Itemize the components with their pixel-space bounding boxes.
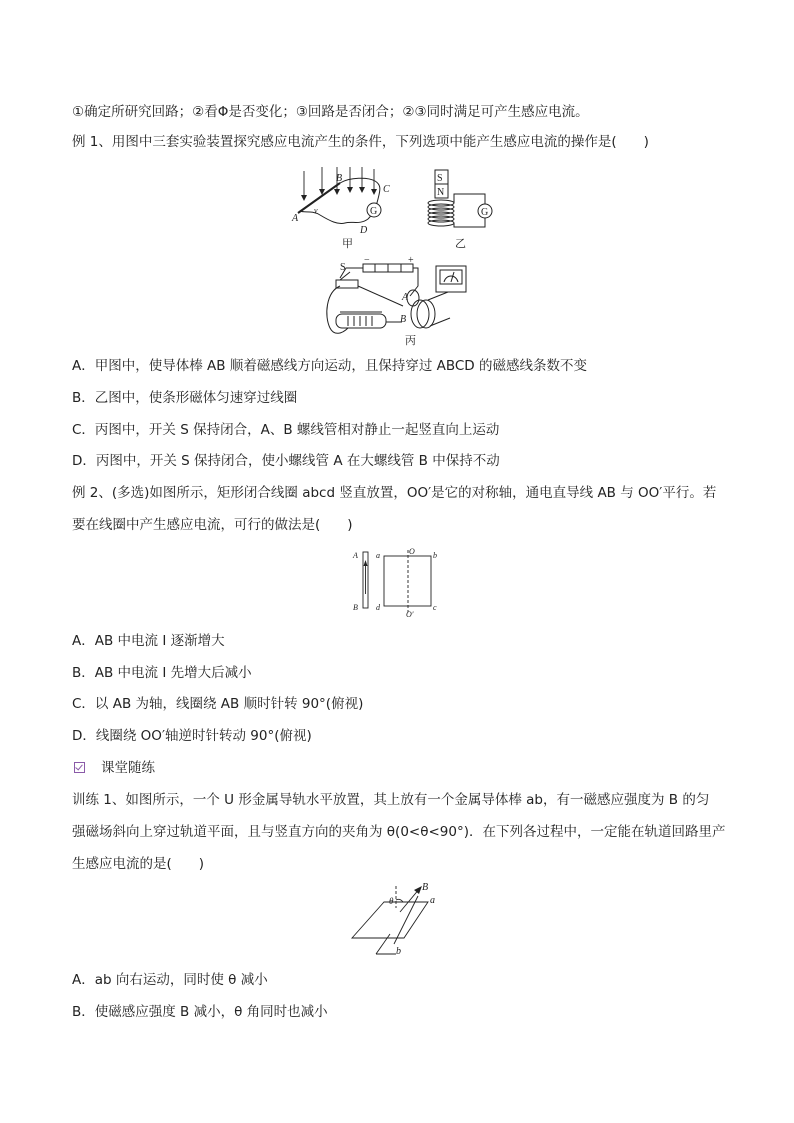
section-title: 课堂随练 — [101, 760, 155, 776]
svg-text:A: A — [292, 213, 299, 224]
example1-option-a: A．甲图中，使导体棒 AB 顺着磁感线方向运动，且保持穿过 ABCD 的磁感线条数不变 — [72, 358, 587, 374]
svg-text:B: B — [353, 603, 358, 612]
figure-training1 — [348, 878, 438, 960]
training1-option-b: B．使磁感应强度 B 减小，θ 角同时也减小 — [72, 1004, 328, 1020]
svg-text:S: S — [437, 173, 443, 184]
svg-text:N: N — [437, 187, 445, 198]
figure-example2 — [348, 546, 438, 618]
svg-text:B: B — [422, 882, 429, 893]
svg-text:a: a — [376, 551, 380, 560]
checkbox-icon — [74, 762, 85, 773]
svg-text:θ: θ — [389, 896, 394, 906]
example2-option-d: D．线圈绕 OO′轴逆时针转动 90°(俯视) — [72, 728, 312, 744]
svg-text:−: − — [364, 256, 370, 266]
example2-stem-line2: 要在线圈中产生感应电流，可行的做法是( ) — [72, 517, 353, 533]
svg-text:d: d — [376, 603, 380, 612]
intro-text: ①确定所研究回路；②看Φ是否变化；③回路是否闭合；②③同时满足可产生感应电流。 — [72, 104, 589, 120]
svg-text:b: b — [433, 551, 437, 560]
svg-text:a: a — [430, 895, 435, 906]
svg-text:G: G — [481, 207, 489, 218]
svg-text:c: c — [433, 603, 437, 612]
example1-option-d: D．丙图中，开关 S 保持闭合，使小螺线管 A 在大螺线管 B 中保持不动 — [72, 453, 500, 469]
example1-stem: 例 1、用图中三套实验装置探究感应电流产生的条件，下列选项中能产生感应电流的操作是( ) — [72, 134, 649, 150]
example1-option-b: B．乙图中，使条形磁体匀速穿过线圈 — [72, 390, 298, 406]
svg-text:O: O — [409, 547, 415, 556]
training1-stem-line2: 强磁场斜向上穿过轨道平面，且与竖直方向的夹角为 θ(0<θ<90°)．在下列各过程中，一定能在轨道回路里产 — [72, 824, 726, 840]
example2-option-c: C．以 AB 为轴，线圈绕 AB 顺时针转 90°(俯视) — [72, 696, 364, 712]
example1-option-c: C．丙图中，开关 S 保持闭合，A、B 螺线管相对静止一起竖直向上运动 — [72, 422, 500, 438]
training1-option-a: A．ab 向右运动，同时使 θ 减小 — [72, 972, 268, 988]
svg-text:S: S — [340, 262, 346, 273]
figure-bing — [318, 256, 478, 348]
figure-yi-label: 乙 — [455, 238, 466, 249]
example2-stem-line1: 例 2、(多选)如图所示，矩形闭合线圈 abcd 竖直放置，OO′是它的对称轴，通电直导线 AB 与 OO′平行。若 — [72, 485, 717, 501]
figure-jia — [290, 165, 410, 250]
svg-text:v: v — [314, 206, 318, 215]
svg-text:D: D — [360, 225, 368, 236]
svg-text:O′: O′ — [406, 610, 414, 618]
section-heading — [74, 759, 155, 777]
figure-yi — [425, 167, 500, 249]
figure-jia-label: 甲 — [342, 238, 353, 250]
example2-option-b: B．AB 中电流 I 先增大后减小 — [72, 665, 252, 681]
svg-text:+: + — [408, 256, 414, 266]
training1-stem-line3: 生感应电流的是( ) — [72, 856, 205, 872]
svg-text:A: A — [353, 551, 358, 560]
training1-stem-line1: 训练 1、如图所示，一个 U 形金属导轨水平放置，其上放有一个金属导体棒 ab，有一磁感应强度为 B 的匀 — [72, 792, 710, 808]
galvanometer-label: G — [370, 206, 378, 217]
svg-text:b: b — [396, 946, 401, 957]
svg-text:B: B — [400, 314, 407, 325]
svg-text:A: A — [402, 292, 409, 303]
svg-text:B: B — [336, 173, 343, 184]
figure-bing-label: 丙 — [405, 335, 416, 347]
svg-text:C: C — [383, 184, 390, 195]
example2-option-a: A．AB 中电流 I 逐渐增大 — [72, 633, 225, 649]
